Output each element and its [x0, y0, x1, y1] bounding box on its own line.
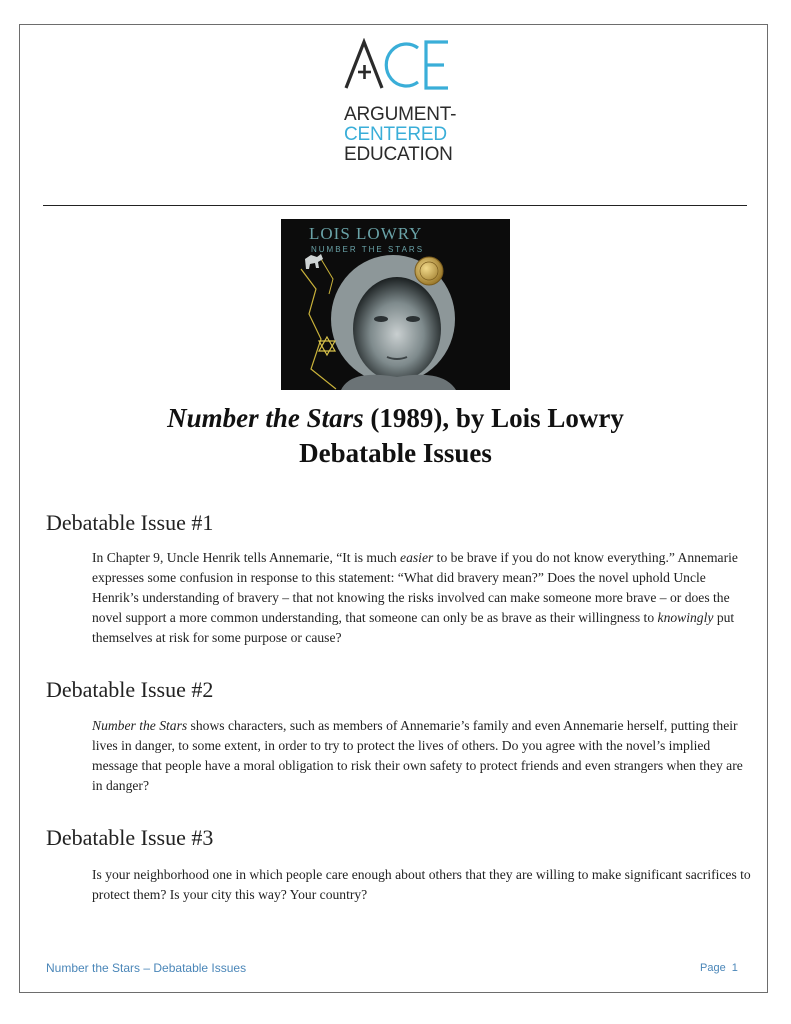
title-year-author: (1989), by Lois Lowry [363, 403, 624, 433]
header-divider [43, 205, 747, 206]
title-book-name: Number the Stars [167, 403, 364, 433]
footer-document-name: Number the Stars – Debatable Issues [46, 961, 247, 975]
cover-title: NUMBER THE STARS [311, 245, 425, 254]
issue-1-heading: Debatable Issue #1 [46, 510, 214, 535]
cover-author: LOIS LOWRY [309, 224, 423, 243]
book-cover-image [281, 219, 510, 390]
logo-line-centered: CENTERED [344, 124, 447, 145]
issue-3-heading: Debatable Issue #3 [46, 825, 214, 850]
issue-1-body: In Chapter 9, Uncle Henrik tells Annemarie, “It is much easier to be brave if you do not know everything.” Annemarie expresses some confusion in response to this statement: “What did bravery mean?” Does the novel uphold Uncle Henrik’s understanding of bravery – that not knowing the risks involved can make someone more brave – or does the novel support a more common understanding, that someone can only be as brave as their willingness to knowingly put themselves at risk for some purpose or cause? [92, 550, 738, 645]
issue-2-body: Number the Stars shows characters, such as members of Annemarie’s family and even Annemarie herself, putting their lives in danger, to some extent, in order to try to protect the lives of others. Do you agree with the novel’s implied message that people have a moral obligation to risk their own safety to protect friends and even strangers when they are in danger? [92, 718, 743, 793]
issue-3-body: Is your neighborhood one in which people care enough about others that they are willing to make significant sacrifices to protect them? Is your city this way? Your country? [92, 867, 751, 902]
logo-line-argument: ARGUMENT- [344, 104, 457, 125]
logo-line-education: EDUCATION [344, 144, 453, 165]
issue-2-heading: Debatable Issue #2 [46, 677, 214, 702]
footer-page-number: Page 1 [700, 962, 738, 974]
ace-logo-mark [344, 38, 454, 100]
ace-logo [300, 38, 490, 168]
document-subtitle: Debatable Issues [299, 438, 492, 468]
document-title [0, 403, 791, 434]
